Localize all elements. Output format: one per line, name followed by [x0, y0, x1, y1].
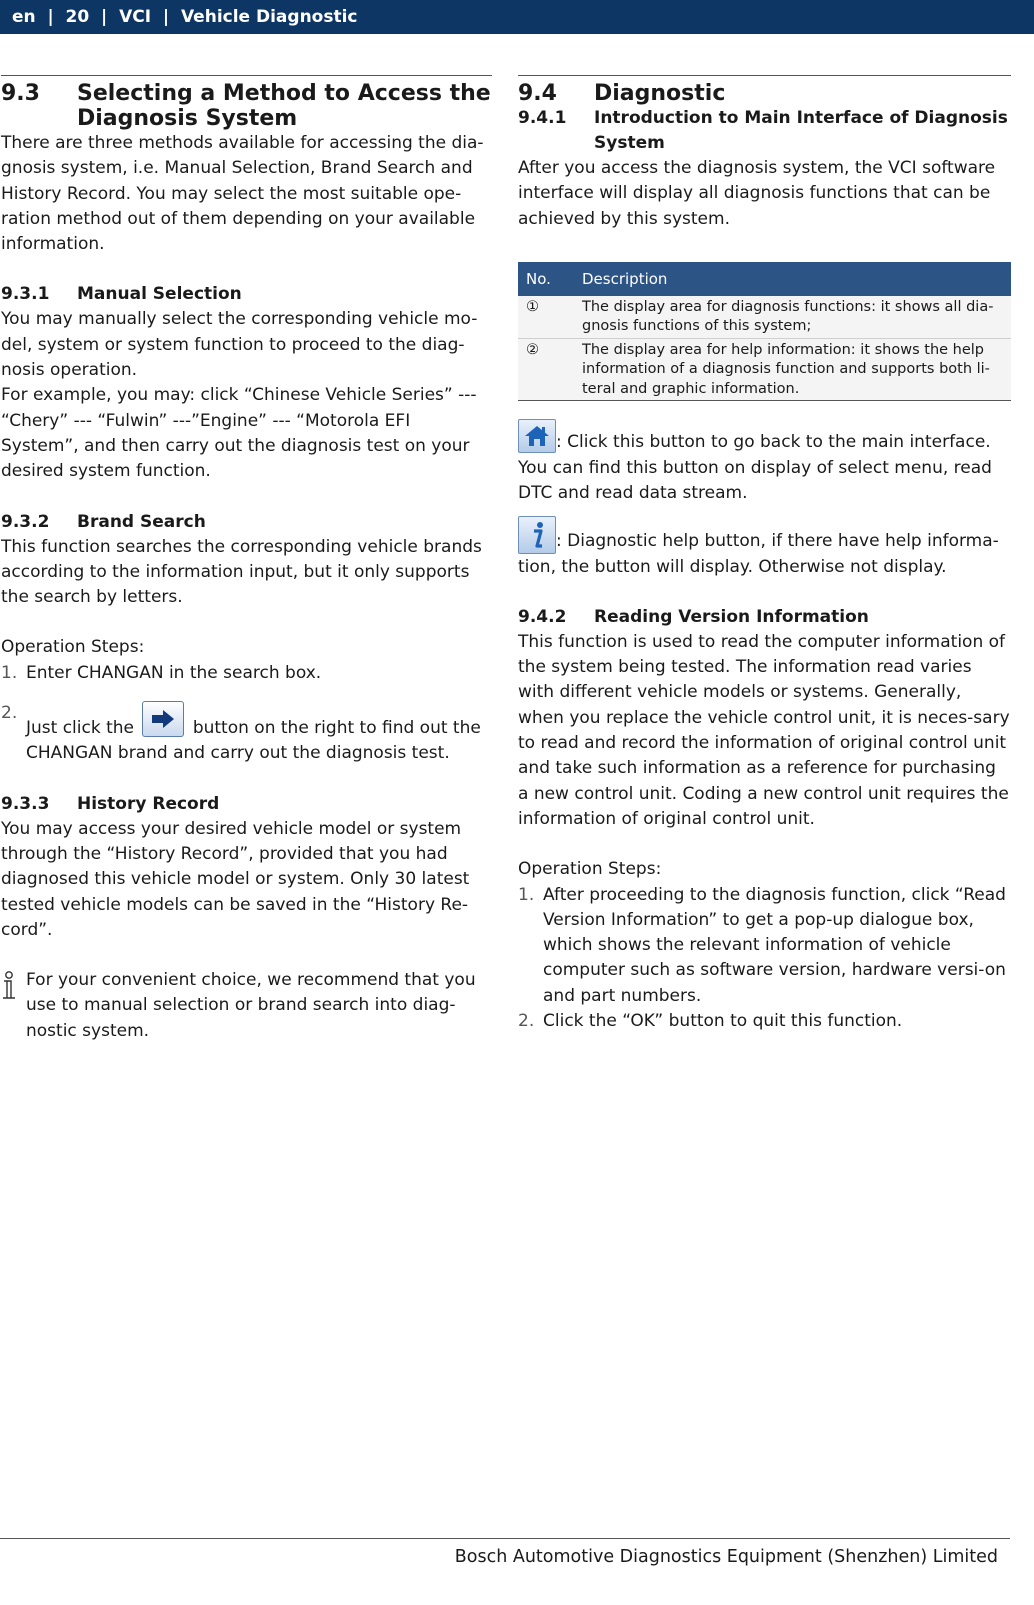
step-number: 2.	[518, 1011, 535, 1032]
paragraph: For example, you may: click “Chinese Vehicle Series” --- “Chery” --- “Fulwin” ---”Engine” --- “Motorola EFI System”, and then carry out the diagnosis test on your desired system function.	[1, 385, 477, 482]
footer-text: Bosch Automotive Diagnostics Equipment (Shenzhen) Limited	[454, 1547, 998, 1567]
heading-number: 9.3.2	[1, 511, 50, 532]
heading-9-4-2	[518, 605, 1011, 630]
heading-title: Brand Search	[77, 511, 206, 532]
step-number: 2.	[1, 703, 18, 724]
info-note	[1, 968, 492, 1044]
table-row	[518, 296, 1011, 339]
heading-number: 9.3	[1, 81, 40, 106]
step-number: 1.	[518, 884, 535, 905]
column-header-description: Description	[574, 262, 1011, 296]
note-info-icon	[1, 971, 17, 1005]
heading-9-4-1	[518, 106, 1011, 156]
row-description: The display area for diagnosis functions: it shows all dia-gnosis functions of this system;	[574, 296, 1011, 339]
description-table	[518, 262, 1011, 402]
home-button-paragraph	[518, 419, 1011, 506]
heading-9-3	[1, 81, 492, 131]
column-header-no: No.	[518, 262, 574, 296]
header-lang: en	[12, 7, 36, 27]
right-column	[518, 75, 1011, 1034]
page-header-bar: en | 20 | VCI | Vehicle Diagnostic	[0, 0, 1034, 34]
steps-list	[518, 883, 1011, 1035]
row-number: ①	[518, 296, 574, 339]
table-header-row	[518, 262, 1011, 296]
header-product: VCI	[119, 7, 152, 27]
heading-title: History Record	[77, 793, 220, 814]
paragraph: There are three methods available for accessing the dia-gnosis system, i.e. Manual Selection, Brand Search and History Record. You may select the most suitable ope-ration method out of them depending on your available information.	[1, 133, 484, 255]
heading-number: 9.4.1	[518, 108, 567, 128]
home-icon	[518, 419, 556, 453]
step-number: 1.	[1, 662, 18, 683]
step-text: button on the right to find out the CHANGAN brand and carry out the diagnosis test.	[26, 718, 481, 764]
heading-9-3-1	[1, 282, 492, 307]
row-number: ②	[518, 338, 574, 401]
help-button-text: : Diagnostic help button, if there have help informa-tion, the button will display. Otherwise not display.	[518, 531, 999, 577]
steps-list	[1, 661, 492, 767]
heading-title: Selecting a Method to Access the Diagnosis System	[77, 81, 491, 131]
list-item	[1, 661, 492, 686]
note-text: For your convenient choice, we recommend that you use to manual selection or brand search into diag-nostic system.	[26, 970, 476, 1041]
heading-9-4	[518, 81, 1011, 106]
table-row	[518, 338, 1011, 401]
home-button-text: : Click this button to go back to the main interface. You can find this button on display of select menu, read DTC and read data stream.	[518, 432, 992, 503]
left-column	[1, 75, 492, 1044]
heading-number: 9.3.1	[1, 284, 50, 305]
paragraph: After you access the diagnosis system, the VCI software interface will display all diagnosis functions that can be achieved by this system.	[518, 158, 996, 229]
heading-number: 9.3.3	[1, 793, 50, 814]
heading-title: Diagnostic	[594, 81, 726, 106]
heading-number: 9.4.2	[518, 606, 567, 627]
list-item	[518, 883, 1011, 1009]
info-icon	[518, 516, 556, 554]
heading-title: Reading Version Information	[594, 606, 869, 627]
paragraph: You may access your desired vehicle model or system through the “History Record”, provided that you had diagnosed this vehicle model or system. Only 30 latest tested vehicle models can be saved in the “History Re-cord”.	[1, 818, 470, 940]
list-item	[1, 701, 492, 767]
step-text: Enter CHANGAN in the search box.	[26, 662, 322, 683]
heading-number: 9.4	[518, 81, 557, 106]
steps-label: Operation Steps:	[1, 637, 145, 658]
heading-title: Introduction to Main Interface of Diagnosis System	[594, 108, 1008, 153]
list-item	[518, 1009, 1011, 1034]
help-button-paragraph	[518, 516, 1011, 580]
heading-9-3-3	[1, 792, 492, 817]
step-text: After proceeding to the diagnosis function, click “Read Version Information” to get a pop-up dialogue box, which shows the relevant information of vehicle computer such as software version, hardware versi-on and part numbers.	[543, 884, 1006, 1006]
row-description: The display area for help information: it shows the help information of a diagnosis function and supports both li-teral and graphic information.	[574, 338, 1011, 401]
paragraph: This function is used to read the computer information of the system being tested. The information read varies with different vehicle models or systems. Generally, when you replace the vehicle control unit, it is neces-sary to read and record the information of original control unit and take such information as a reference for purchasing a new control unit. Coding a new control unit requires the information of original control unit.	[518, 631, 1010, 829]
steps-label: Operation Steps:	[518, 859, 662, 880]
paragraph: This function searches the corresponding vehicle brands according to the information input, but it only supports the search by letters.	[1, 536, 482, 608]
page-footer	[0, 1538, 1010, 1567]
arrow-right-button-icon	[142, 701, 184, 737]
step-text: Click the “OK” button to quit this function.	[543, 1011, 903, 1032]
heading-title: Manual Selection	[77, 284, 242, 305]
step-text: Just click the	[26, 718, 135, 739]
header-section: Vehicle Diagnostic	[180, 7, 358, 27]
header-page-number: 20	[65, 7, 90, 27]
paragraph: You may manually select the corresponding vehicle mo-del, system or system function to proceed to the diag-nosis operation.	[1, 309, 478, 381]
heading-9-3-2	[1, 510, 492, 535]
